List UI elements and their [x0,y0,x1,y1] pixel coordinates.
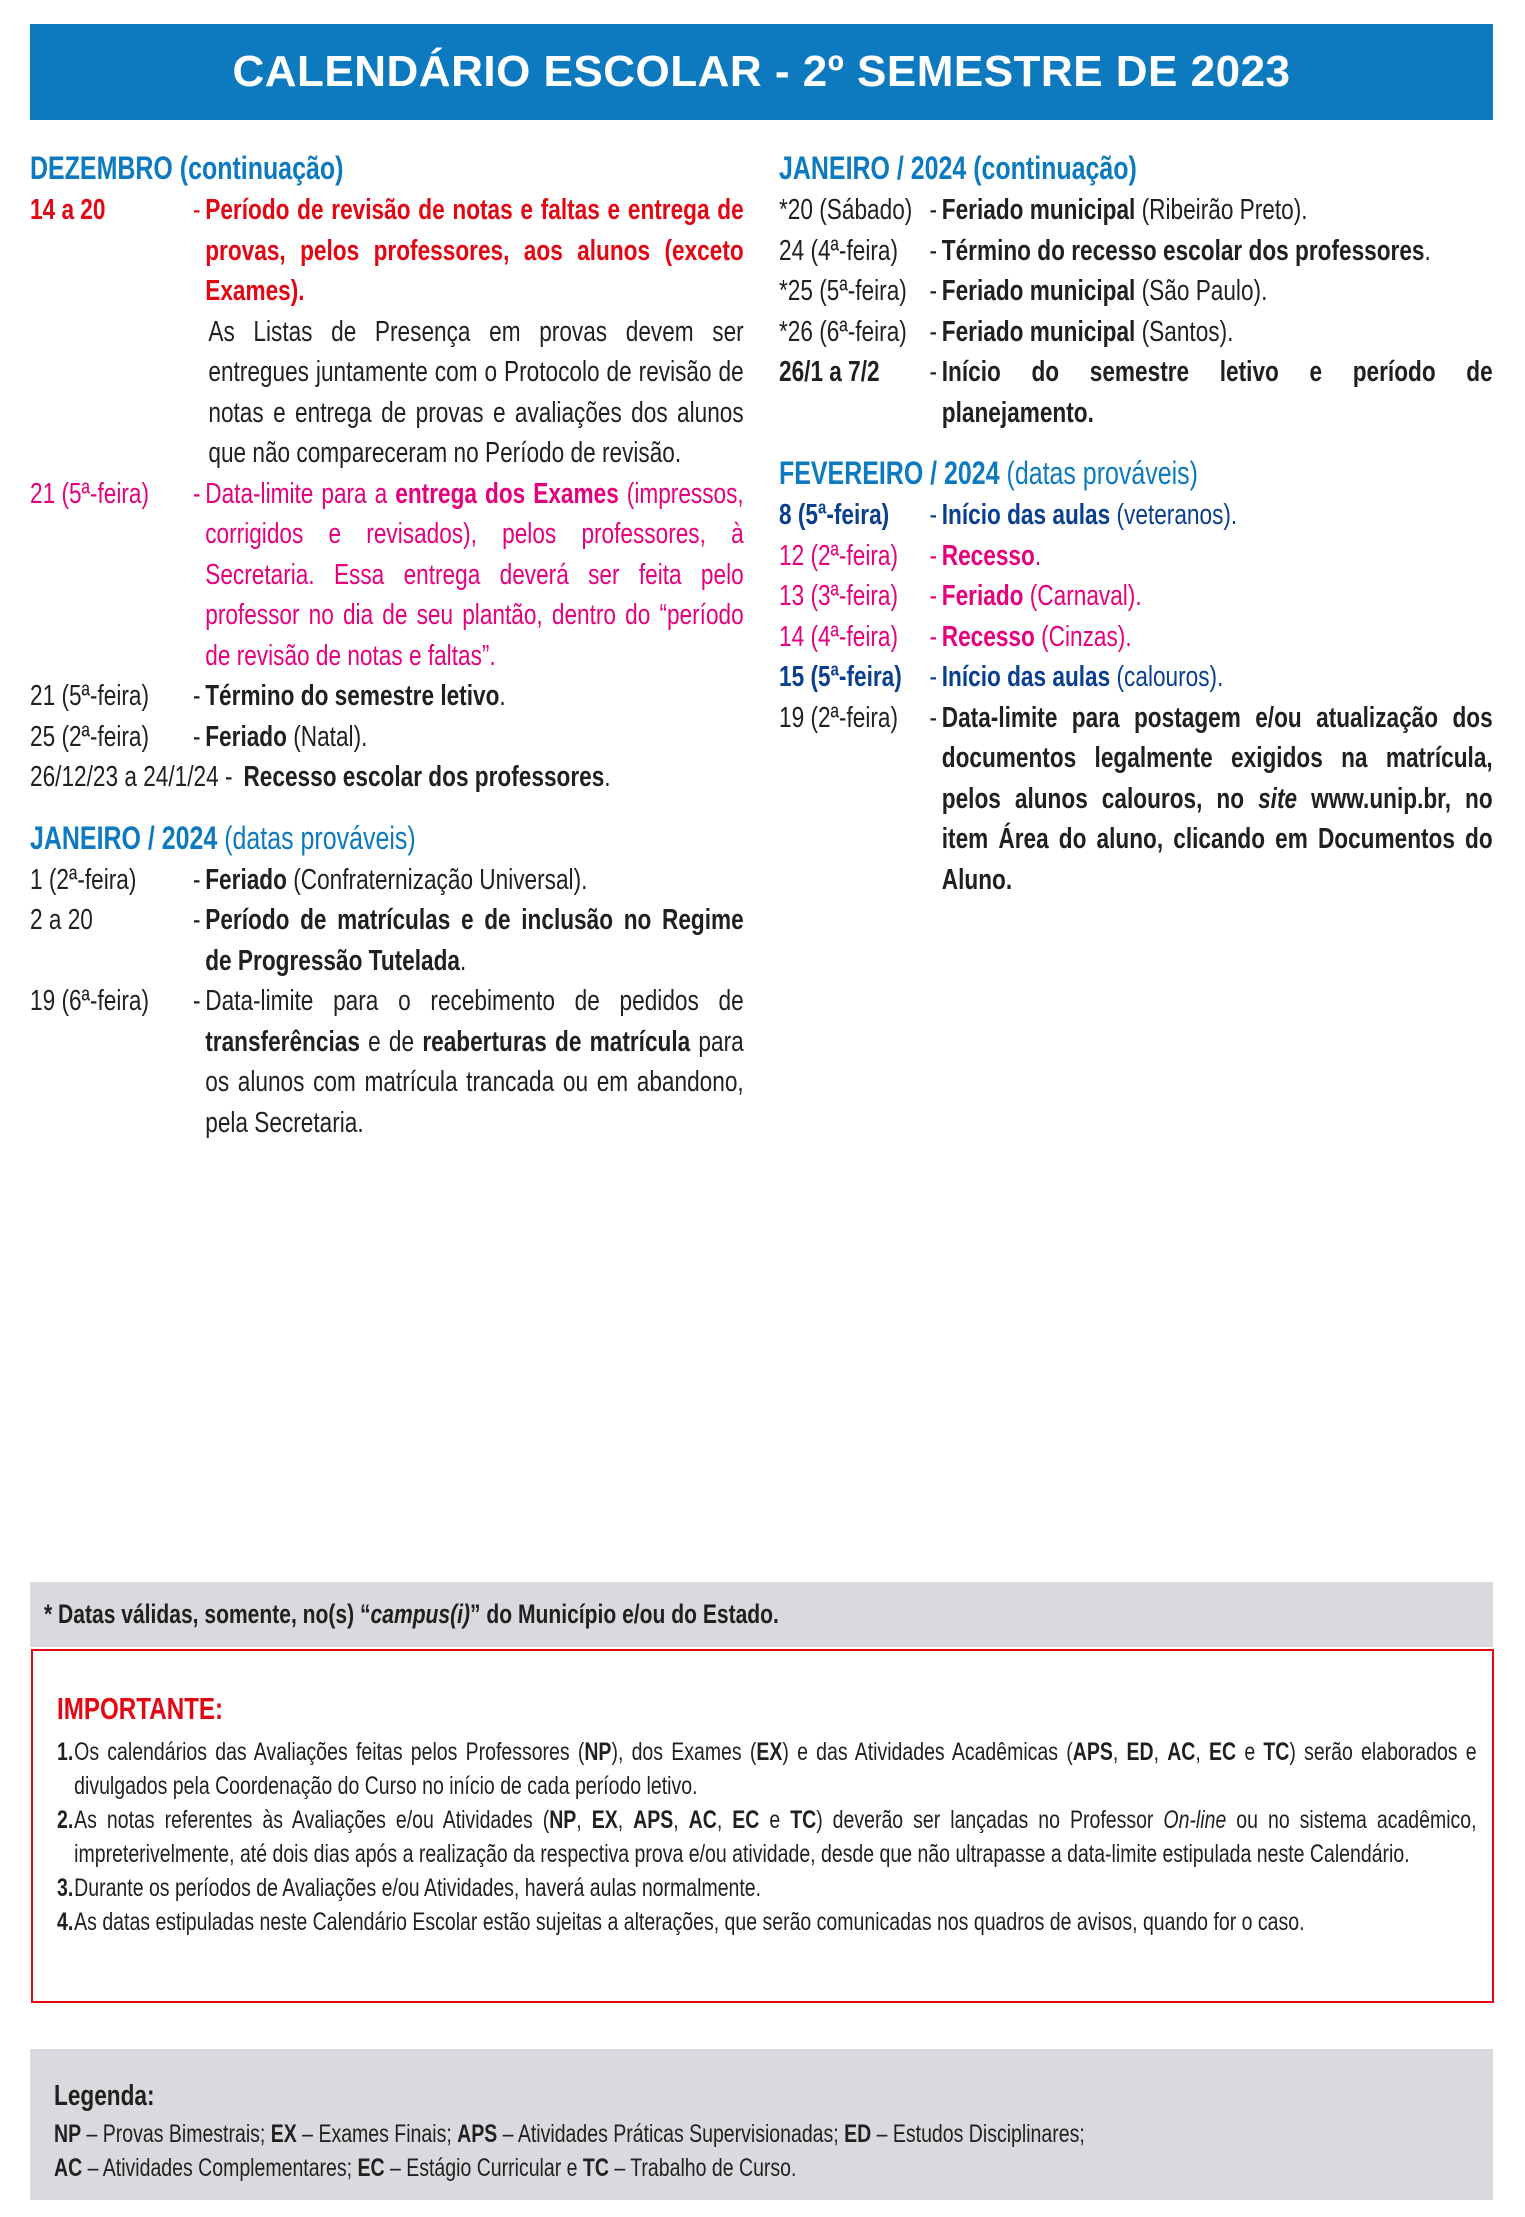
text-segment: ED [1126,1738,1154,1766]
entry-date: *26 (6ª-feira) [779,315,907,348]
text-segment: , [1112,1738,1127,1766]
text-segment: Durante os períodos de Avaliações e/ou Atividades, haverá aulas normalmente. [74,1874,762,1902]
entry-dash: - [929,234,938,267]
calendar-entry [30,717,744,758]
text-segment: reaberturas de matrícula [422,1025,691,1058]
text-segment: – Trabalho de Curso. [608,2154,797,2182]
entry-body [205,474,743,677]
text-segment: NP [584,1738,612,1766]
text-segment: As notas referentes às Avaliações e/ou Atividades ( [74,1806,550,1834]
text-segment: (veteranos). [1110,499,1238,531]
entry-dash: - [193,194,201,226]
entry-date: 21 (5ª-feira) [30,680,149,712]
text-segment: e [759,1806,791,1834]
entry-dash: - [193,985,201,1017]
entry-text [205,904,743,977]
text-segment: Feriado [941,580,1024,612]
item-text [74,1735,1476,1803]
legend-line [54,2151,1474,2185]
section-qualifier: (datas prováveis) [224,819,416,856]
entry-text [942,580,1142,612]
entry-date: 12 (2ª-feira) [779,539,898,572]
entry-dash: - [929,620,938,653]
text-segment: EC [357,2154,385,2182]
text-segment: ” do Município e/ou do Estado. [470,1599,779,1629]
calendar-entry [779,617,1493,658]
important-title: IMPORTANTE: [57,1691,224,1726]
text-segment: APS [633,1806,674,1834]
entry-date: 25 (2ª-feira) [30,720,149,753]
calendar-entry [779,190,1493,231]
text-segment: , [673,1806,689,1834]
calendar-entry [30,676,744,717]
entry-text [942,540,1041,572]
text-segment: EX [591,1806,618,1834]
entry-body [205,981,743,1143]
text-segment: Data-limite para a [205,477,396,510]
text-segment: – Estágio Curricular e [384,2154,583,2182]
entry-date: 26/1 a 7/2 [779,356,880,388]
entry-text [942,661,1224,693]
text-segment: Feriado municipal [941,315,1136,348]
text-segment: * Datas válidas, somente, no(s) “ [44,1599,371,1629]
calendar-entry [779,352,1493,433]
text-segment: On-line [1163,1806,1227,1834]
entry-text [205,721,367,753]
entry-body [942,576,1493,617]
entry-date: *25 (5ª-feira) [779,275,907,307]
entry-note: As Listas de Presença em provas devem ser entregues juntamente com o Protocolo de revisão de notas e entrega de provas e avaliações dos alunos que não compareceram no Período de revisão. [208,315,744,469]
text-segment: AC [688,1806,717,1834]
important-item [57,1905,1477,1939]
entry-date: 8 (5ª-feira) [779,499,890,531]
entry-dash: - [929,580,938,612]
text-segment: entrega dos Exames [395,477,619,510]
item-number: 1. [57,1738,74,1766]
entry-dash: - [193,904,201,936]
entry-body [942,271,1493,312]
text-segment: . [1034,539,1042,572]
entry-dash: - [929,661,938,693]
entry-date: 14 a 20 [30,194,106,226]
text-segment: Início das aulas [941,499,1111,531]
text-segment: Feriado municipal [941,194,1136,226]
text-segment: EC [1209,1738,1237,1766]
text-segment: TC [582,2154,609,2182]
text-segment: Recesso escolar dos professores [243,761,605,793]
entry-body [205,676,743,717]
text-segment: (Carnaval). [1023,580,1142,612]
text-segment: (Confraternização Universal). [286,863,588,896]
text-segment: APS [457,2120,498,2148]
text-segment: ) deverão ser lançadas no Professor [816,1806,1164,1834]
text-segment: (Cinzas). [1034,620,1132,653]
text-segment: EX [270,2120,297,2148]
entry-body [942,617,1493,658]
text-segment: ED [844,2120,872,2148]
text-segment: Feriado [205,720,287,753]
page-title: CALENDÁRIO ESCOLAR - 2º SEMESTRE DE 2023 [232,47,1291,96]
entry-body [942,190,1493,231]
calendar-entry [30,190,744,474]
legend-line [54,2117,1474,2151]
text-segment: Período de revisão de notas e faltas e entrega de provas, pelos professores, aos alunos (exceto Exames). [205,194,744,307]
calendar-entry [779,576,1493,617]
entry-dash: - [193,680,201,712]
section-month: FEVEREIRO / 2024 [779,455,1000,491]
entry-dash: - [193,720,201,753]
legend-box [30,2049,1493,2200]
text-segment: e [1236,1738,1264,1766]
text-segment: Recesso [941,539,1035,572]
section-qualifier: (continuação) [973,150,1137,186]
important-item [57,1735,1477,1803]
campus-note-box [30,1582,1493,1647]
text-segment: e de [359,1025,423,1058]
entry-dash: - [929,275,938,307]
calendar-entry [30,860,744,901]
calendar-entry [779,271,1493,312]
calendar-entry [779,657,1493,698]
entry-date: 2 a 20 [30,904,93,936]
text-segment: Data-limite para postagem e/ou atualização dos documentos legalmente exigidos na matrícula, pelos alunos calouros, no [941,701,1493,815]
entry-date: 19 (6ª-feira) [30,985,149,1017]
legend-title: Legenda: [54,2080,155,2112]
text-segment: (Natal). [286,720,368,753]
section-month: DEZEMBRO [30,150,173,186]
entry-body [942,352,1493,433]
text-segment: AC [54,2154,83,2182]
entry-date: 1 (2ª-feira) [30,863,137,896]
text-segment: , [1153,1738,1168,1766]
important-item [57,1803,1477,1871]
text-segment: (Santos). [1135,315,1234,348]
text-segment: – Atividades Complementares; [82,2154,358,2182]
calendar-entry [779,495,1493,536]
text-segment: (impressos, corrigidos e revisados), pelos professores, à Secretaria. Essa entrega deverá ser feita pelo professor no dia de seu plantão, dentro do “período de revisão de notas e faltas”. [205,477,744,672]
entry-text [205,478,743,672]
text-segment: campus(i) [370,1599,471,1629]
entry-text [942,499,1237,531]
text-segment: (São Paulo). [1135,275,1268,307]
text-segment: NP [54,2120,82,2148]
important-item [57,1871,1477,1905]
entry-text [942,702,1493,896]
text-segment: para os alunos com matrícula trancada ou em abandono, pela Secretaria. [205,1025,744,1139]
text-segment: NP [549,1806,577,1834]
calendar-entry [779,698,1493,901]
entry-text [205,985,743,1139]
text-segment: – Estudos Disciplinares; [871,2120,1085,2148]
entry-body [205,900,743,981]
text-segment: APS [1072,1738,1113,1766]
text-segment: TC [1263,1738,1290,1766]
campus-note [44,1594,1448,1635]
entry-text [942,235,1431,267]
entry-text [942,621,1132,653]
text-segment: , [617,1806,634,1834]
text-segment: . [460,944,467,977]
text-segment: , [576,1806,592,1834]
entry-body [205,717,743,758]
entry-text [942,316,1234,348]
entry-date: 24 (4ª-feira) [779,234,898,267]
page-header [30,24,1493,120]
entry-body [942,312,1493,353]
calendar-entry [779,536,1493,577]
entry-text [205,680,505,712]
entry-dash: - [193,477,201,510]
text-segment: – Atividades Práticas Supervisionadas; [497,2120,845,2148]
text-segment: ) serão elaborados e divulgados pela Coordenação do Curso no início de cada período letivo. [74,1738,1477,1800]
section-heading [779,146,1493,190]
text-segment: ) e das Atividades Acadêmicas ( [782,1738,1073,1766]
calendar-entry [779,312,1493,353]
entry-text [942,275,1268,307]
section-qualifier: (datas prováveis) [1006,455,1198,491]
text-segment: Recesso [941,620,1035,653]
entry-text [942,194,1308,226]
calendar-entry [30,474,744,677]
text-segment: (Ribeirão Preto). [1135,194,1308,226]
item-number: 3. [57,1874,74,1902]
entry-body [942,495,1493,536]
entry-dash: - [929,315,938,348]
item-text [74,1871,761,1905]
text-segment: Os calendários das Avaliações feitas pelos Professores ( [74,1738,585,1766]
entry-body [205,860,743,901]
important-box [31,1649,1494,2003]
text-segment: ), dos Exames ( [611,1738,757,1766]
text-segment: ou no sistema acadêmico, impreterivelmente, até dois dias após a realização da respectiva prova e/ou atividade, desde que não ultrapasse a data-limite estipulada neste Calendário. [74,1806,1477,1868]
entry-dash: - [929,356,938,388]
text-segment: – Exames Finais; [296,2120,458,2148]
text-segment: , [1195,1738,1210,1766]
text-segment: EC [732,1806,760,1834]
entry-dash: - [193,863,201,896]
calendar-entry [30,900,744,981]
entry-text [243,761,610,793]
section-heading [30,146,744,190]
text-segment: Período de matrículas e de inclusão no Regime de Progressão Tutelada [205,904,744,977]
section-month: JANEIRO / 2024 [779,150,967,186]
text-segment: Feriado [205,863,287,896]
entry-dash: - [929,539,938,572]
entry-date: 13 (3ª-feira) [779,580,898,612]
entry-dash: - [929,701,938,734]
calendar-entry [779,231,1493,272]
entry-date: 14 (4ª-feira) [779,620,898,653]
entry-date: 26/12/23 a 24/1/24 [30,761,219,793]
text-segment: As datas estipuladas neste Calendário Escolar estão sujeitas a alterações, que serão comunicadas nos quadros de avisos, quando for o caso. [74,1908,1305,1936]
section-month: JANEIRO / 2024 [30,819,218,856]
section-qualifier: (continuação) [179,150,344,186]
entry-body [942,698,1493,901]
right-column [779,140,1525,900]
section-heading [779,451,1493,495]
text-segment: site [1258,782,1298,815]
text-segment: EX [756,1738,783,1766]
text-segment: Término do semestre letivo [205,680,500,712]
entry-date: 21 (5ª-feira) [30,477,149,510]
entry-body [205,190,743,474]
calendar-entry [30,981,744,1143]
text-segment: TC [790,1806,817,1834]
text-segment: . [1424,234,1431,267]
text-segment: . [604,761,611,793]
item-text [74,1905,1304,1939]
entry-text [205,864,587,896]
entry-date: 19 (2ª-feira) [779,701,898,734]
text-segment: transferências [205,1025,360,1058]
text-segment: (calouros). [1110,661,1224,693]
section-heading [30,816,744,860]
entry-dash: - [929,499,938,531]
item-number: 2. [57,1806,74,1834]
text-segment: Feriado municipal [941,275,1136,307]
text-segment: Término do recesso escolar dos professores [941,234,1425,267]
entry-text [205,194,743,307]
entry-date: *20 (Sábado) [779,194,913,226]
entry-body [942,657,1493,698]
entry-dash: - [218,761,239,793]
entry-text [942,356,1493,429]
entry-date: 15 (5ª-feira) [779,661,902,693]
text-segment: Início do semestre letivo e período de planejamento. [941,356,1493,429]
text-segment: AC [1167,1738,1196,1766]
entry-dash: - [929,194,938,226]
text-segment: , [716,1806,733,1834]
entry-body [942,231,1493,272]
text-segment: – Provas Bimestrais; [81,2120,271,2148]
text-segment: . [499,680,506,712]
text-segment: Início das aulas [941,661,1111,693]
item-text [74,1803,1476,1871]
calendar-entry [30,757,744,798]
text-segment: Data-limite para o recebimento de pedidos de [205,985,744,1017]
text-segment: www.unip.br, no item Área do aluno, clicando em Documentos do Aluno. [941,782,1493,896]
item-number: 4. [57,1908,74,1936]
entry-body [942,536,1493,577]
